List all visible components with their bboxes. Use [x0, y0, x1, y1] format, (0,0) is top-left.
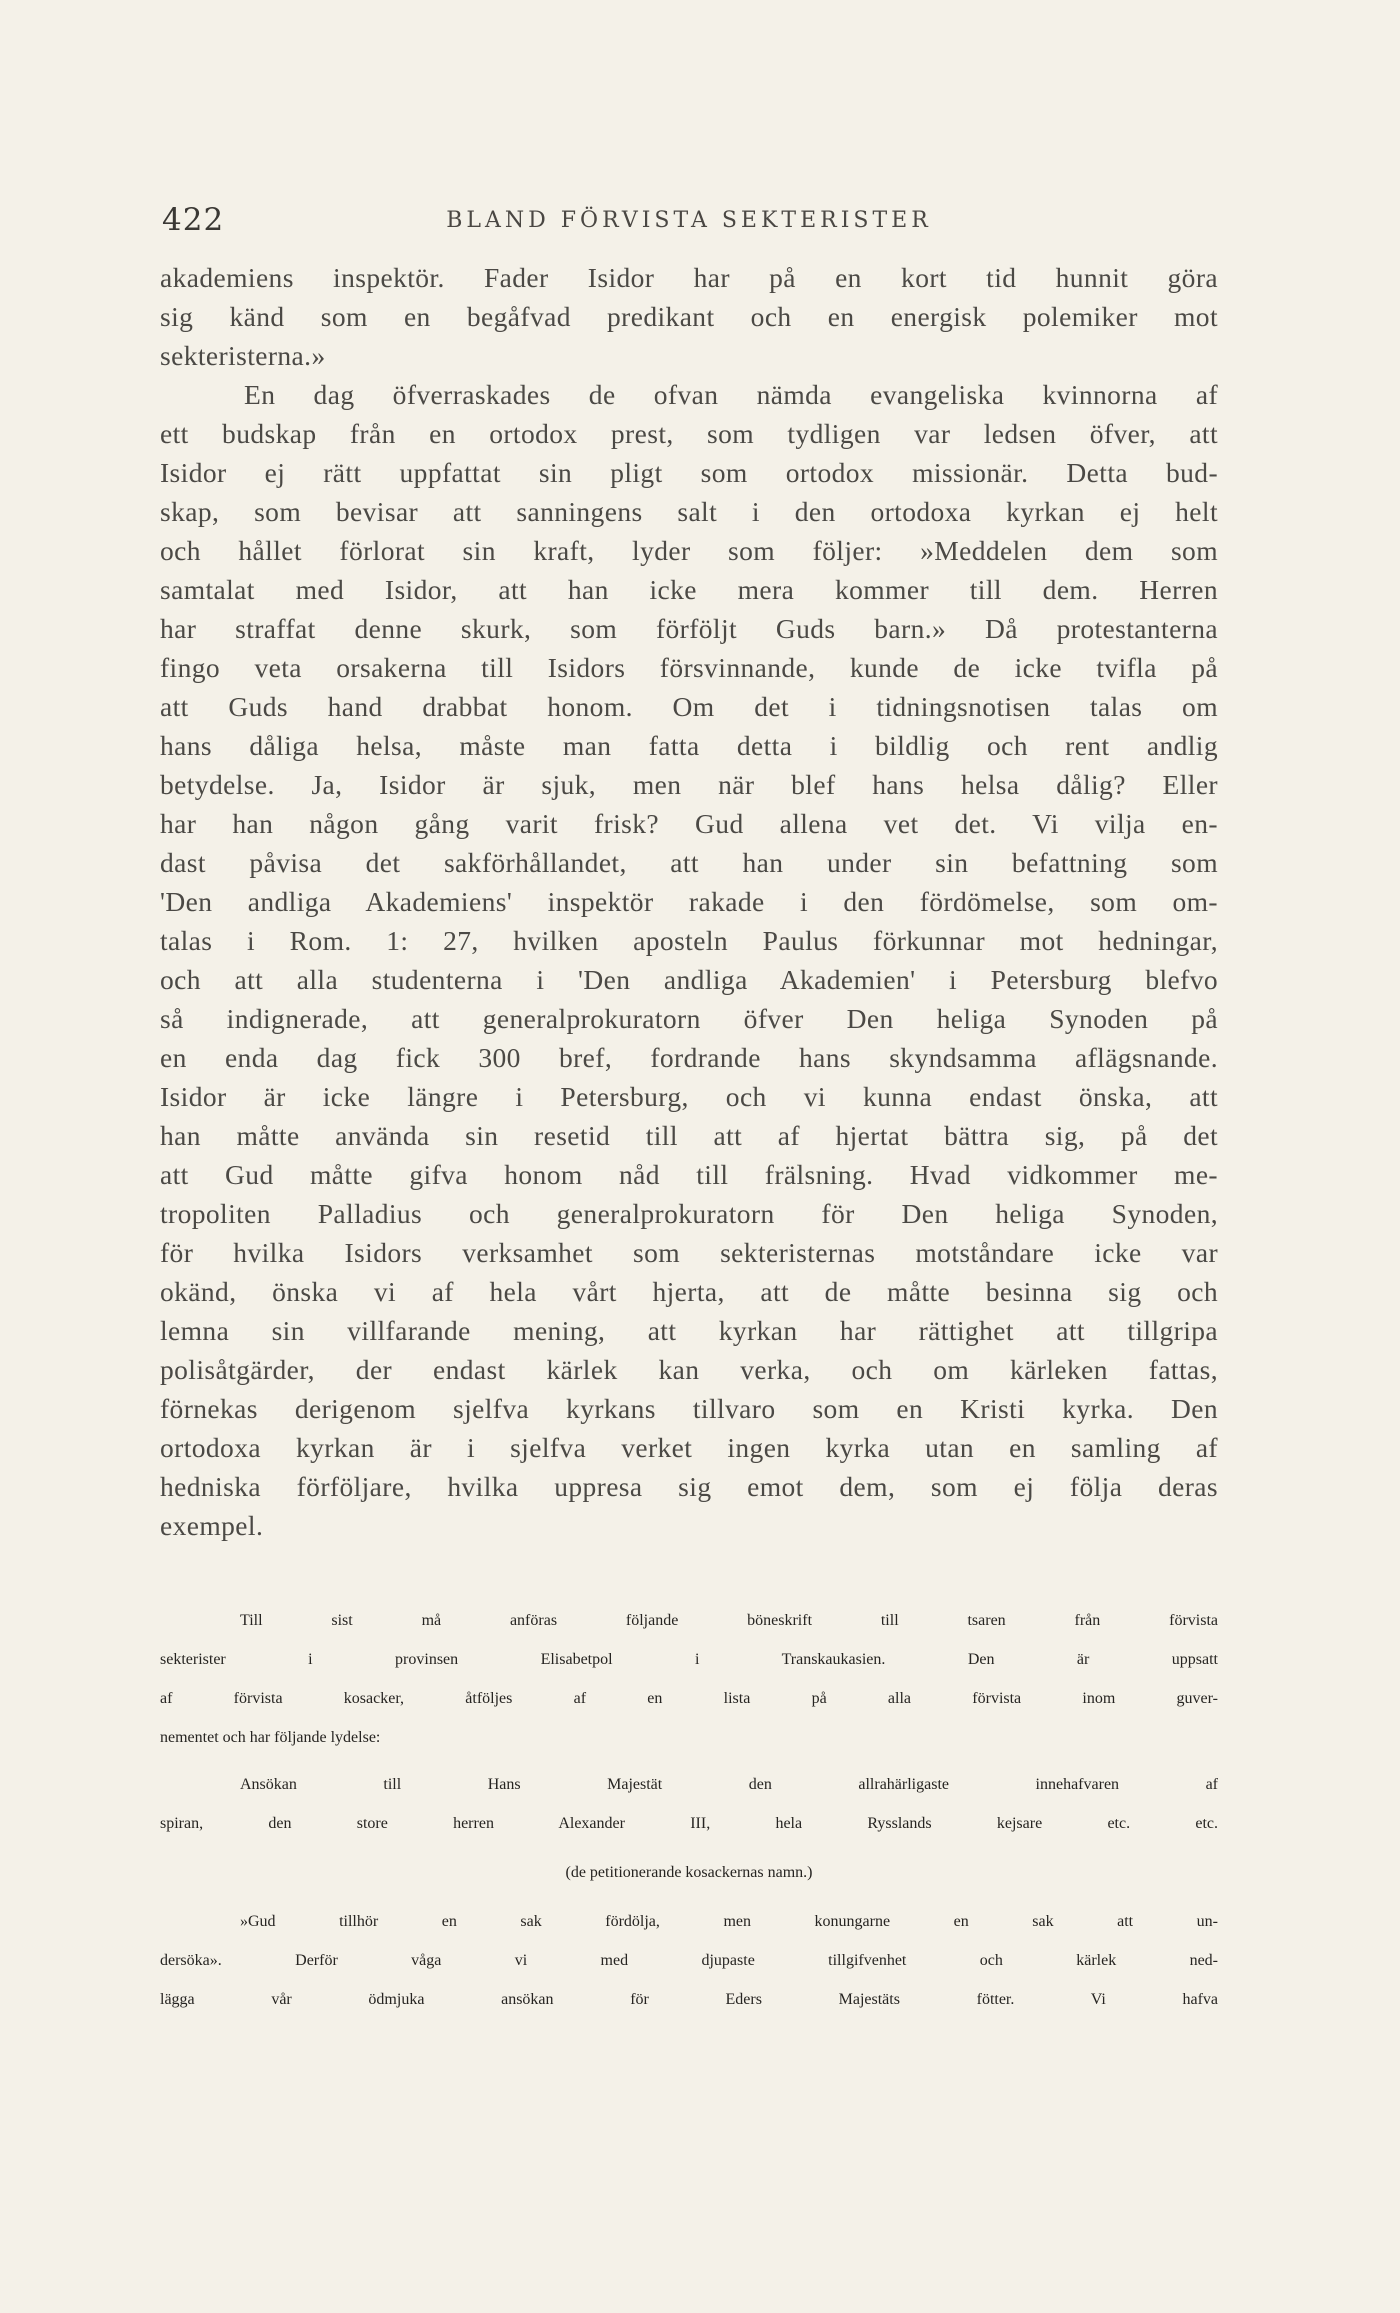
text-line: nementet och har följande lydelse: [160, 1729, 381, 1746]
page-header [160, 202, 1218, 242]
text-line: Isidor är icke längre i Petersburg, och vi kunna endast önska, att [160, 1081, 1218, 1112]
text-line: han måtte använda sin resetid till att af hjertat bättra sig, på det [160, 1120, 1218, 1151]
text-line: och hållet förlorat sin kraft, lyder som följer: »Meddelen dem som [160, 535, 1218, 566]
text-line: »Gud tillhör en sak fördölja, men konungarne en sak att un- [240, 1913, 1218, 1930]
text-line: att Gud måtte gifva honom nåd till frälsning. Hvad vidkommer me- [160, 1159, 1218, 1190]
text-line: lägga vår ödmjuka ansökan för Eders Majestäts fötter. Vi hafva [160, 1991, 1218, 2008]
petitioners-note: (de petitionerande kosackernas namn.) [565, 1864, 813, 1881]
text-line: hedniska förföljare, hvilka uppresa sig emot dem, som ej följa deras [160, 1471, 1218, 1502]
text-line: af förvista kosacker, åtföljes af en lista på alla förvista inom guver- [160, 1690, 1218, 1707]
text-line: så indignerade, att generalprokuratorn öfver Den heliga Synoden på [160, 1003, 1218, 1034]
text-line: okänd, önska vi af hela vårt hjerta, att de måtte besinna sig och [160, 1276, 1218, 1307]
text-line: 'Den andliga Akademiens' inspektör rakade i den fördömelse, som om- [160, 886, 1218, 917]
text-line: fingo veta orsakerna till Isidors försvinnande, kunde de icke tvifla på [160, 652, 1218, 683]
page-number: 422 [162, 202, 225, 238]
text-line: En dag öfverraskades de ofvan nämda evangeliska kvinnorna af [244, 379, 1218, 410]
running-head: BLAND FÖRVISTA SEKTERISTER [446, 208, 932, 233]
text-line: tropoliten Palladius och generalprokuratorn för Den heliga Synoden, [160, 1198, 1218, 1229]
text-line: talas i Rom. 1: 27, hvilken aposteln Paulus förkunnar mot hedningar, [160, 925, 1218, 956]
text-line: för hvilka Isidors verksamhet som sekteristernas motståndare icke var [160, 1237, 1218, 1268]
body-text-upper [160, 262, 1218, 1549]
text-line: har straffat denne skurk, som förföljt Guds barn.» Då protestanterna [160, 613, 1218, 644]
petition-title-line: spiran, den store herren Alexander III, hela Rysslands kejsare etc. etc. [160, 1815, 1218, 1832]
text-line: exempel. [160, 1510, 264, 1541]
text-line: akademiens inspektör. Fader Isidor har på en kort tid hunnit göra [160, 262, 1218, 293]
text-line: en enda dag fick 300 bref, fordrande hans skyndsamma aflägsnande. [160, 1042, 1218, 1073]
text-line: sig känd som en begåfvad predikant och en energisk polemiker mot [160, 301, 1218, 332]
text-line: skap, som bevisar att sanningens salt i den ortodoxa kyrkan ej helt [160, 496, 1218, 527]
body-text-lower [160, 1612, 1218, 2030]
text-line: lemna sin villfarande mening, att kyrkan har rättighet att tillgripa [160, 1315, 1218, 1346]
text-line: sekterister i provinsen Elisabetpol i Transkaukasien. Den är uppsatt [160, 1651, 1218, 1668]
text-line: ett budskap från en ortodox prest, som tydligen var ledsen öfver, att [160, 418, 1218, 449]
text-line: sekteristerna.» [160, 340, 326, 371]
text-line: Isidor ej rätt uppfattat sin pligt som ortodox missionär. Detta bud- [160, 457, 1218, 488]
text-line: polisåtgärder, der endast kärlek kan verka, och om kärleken fattas, [160, 1354, 1218, 1385]
text-line: betydelse. Ja, Isidor är sjuk, men när blef hans helsa dålig? Eller [160, 769, 1218, 800]
text-line: att Guds hand drabbat honom. Om det i tidningsnotisen talas om [160, 691, 1218, 722]
text-line: Till sist må anföras följande böneskrift till tsaren från förvista [240, 1612, 1218, 1629]
text-line: dast påvisa det sakförhållandet, att han under sin befattning som [160, 847, 1218, 878]
text-line: och att alla studenterna i 'Den andliga Akademien' i Petersburg blefvo [160, 964, 1218, 995]
text-line: hans dåliga helsa, måste man fatta detta i bildlig och rent andlig [160, 730, 1218, 761]
petition-title-line: Ansökan till Hans Majestät den allrahärligaste innehafvaren af [240, 1776, 1218, 1793]
text-line: samtalat med Isidor, att han icke mera kommer till dem. Herren [160, 574, 1218, 605]
text-line: har han någon gång varit frisk? Gud allena vet det. Vi vilja en- [160, 808, 1218, 839]
text-line: förnekas derigenom sjelfva kyrkans tillvaro som en Kristi kyrka. Den [160, 1393, 1218, 1424]
text-line: ortodoxa kyrkan är i sjelfva verket ingen kyrka utan en samling af [160, 1432, 1218, 1463]
text-line: dersöka». Derför våga vi med djupaste tillgifvenhet och kärlek ned- [160, 1952, 1218, 1969]
